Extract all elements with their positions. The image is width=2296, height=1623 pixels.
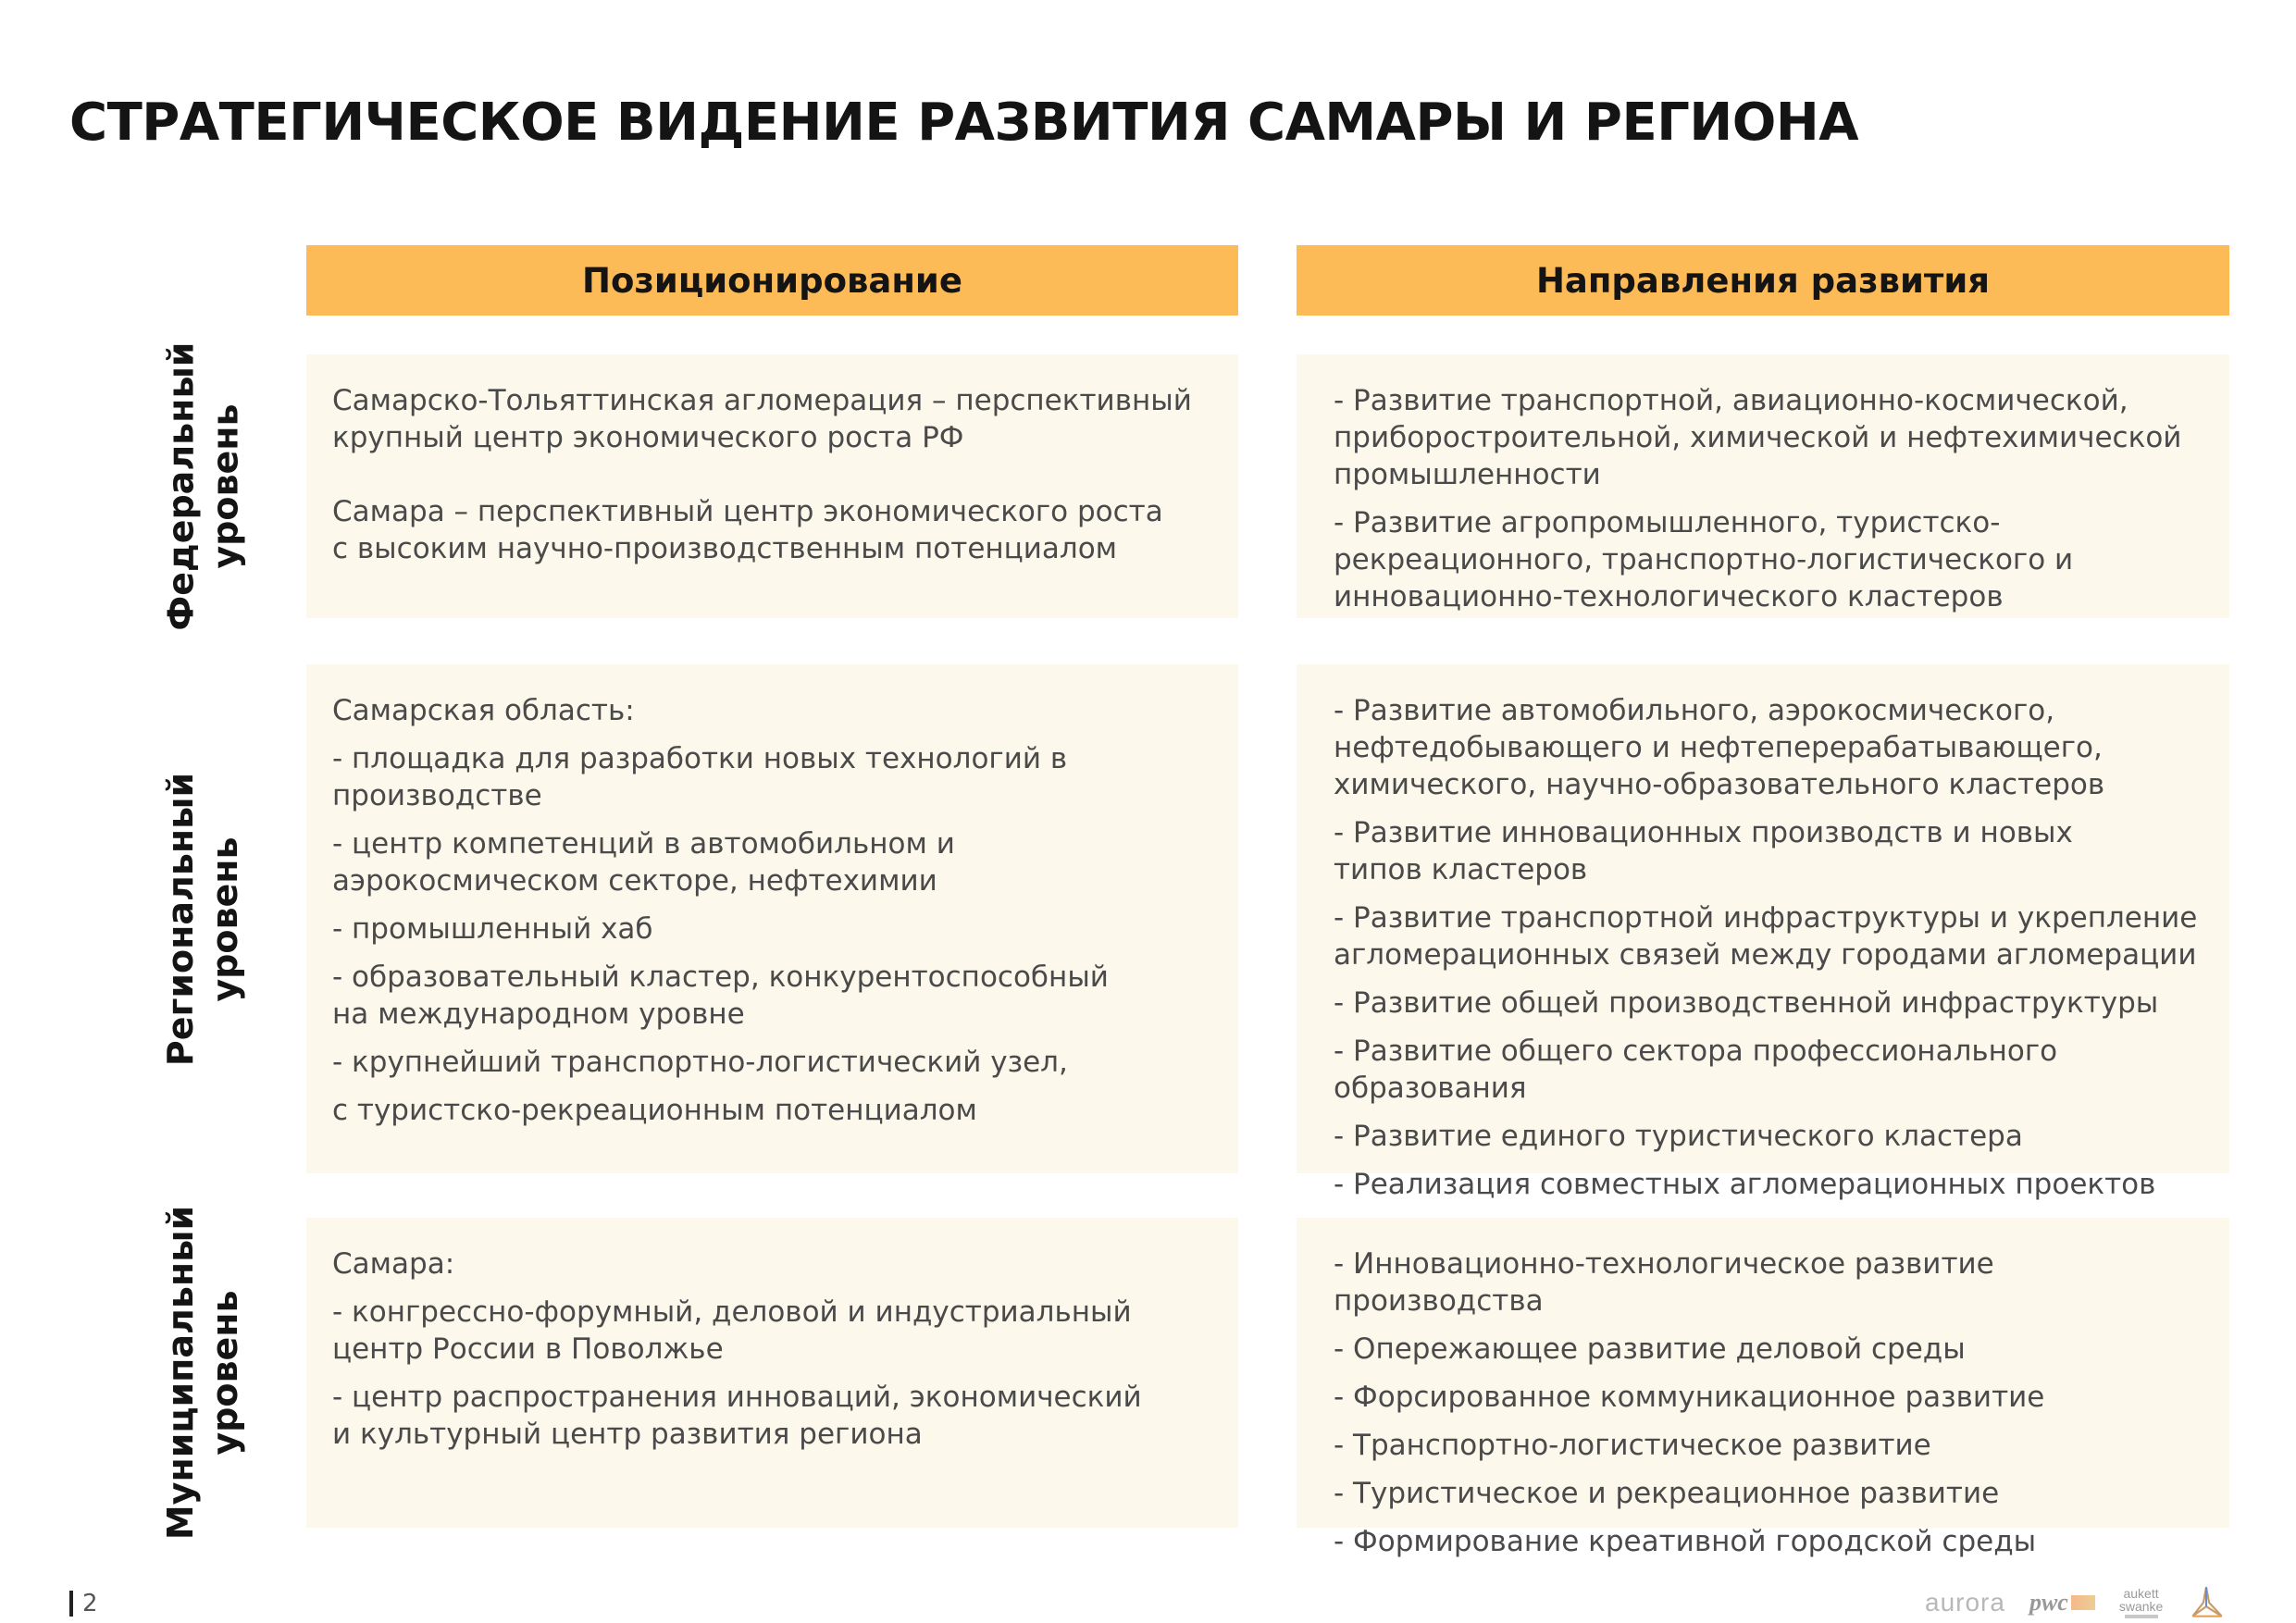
list-item: - Развитие автомобильного, аэрокосмического, нефтедобывающего и нефтеперерабатывающего, химического, научно-образовательного кластеров [1334,694,2105,801]
list-item: - Развитие транспортной инфраструктуры и укрепление агломерационных связей между городами агломерации [1334,901,2198,972]
column-header-positioning: Позиционирование [306,245,1238,316]
list-item: - центр распространения инноваций, экономический [332,1381,1142,1414]
list-item: и культурный центр развития региона [332,1418,923,1451]
aukett-swanke-logo [2119,1587,2163,1618]
column-header-directions: Направления развития [1297,245,2229,316]
list-item: - Развитие агропромышленного, туристско-рекреационного, транспортно-логистического и инновационно-технологического кластеров [1334,506,2074,613]
list-item: - Инновационно-технологическое развитие производства [1334,1247,1994,1318]
row-label-line: Региональный [160,772,202,1066]
page-number-bar [69,1591,73,1617]
list-item: - Транспортно-логистическое развитие [1334,1429,1931,1462]
cell-regional-directions [1297,664,2229,1201]
list-item: - Развитие общего сектора профессионального образования [1334,1035,2058,1105]
row-label-federal [148,341,259,631]
text-line: с высоким научно-производственным потенциалом [332,532,1118,565]
list-item: - Развитие инновационных производств и новых типов кластеров [1334,816,2073,886]
text-line: Самара: [332,1247,455,1281]
cell-municipal-positioning [306,1218,1238,1528]
aurora-logo: aurora [1925,1588,2005,1617]
text-line: Самарско-Тольяттинская агломерация – перспективный [332,384,1192,417]
pwc-logo-text: pwc [2029,1589,2068,1616]
pwc-logo-mark [2071,1595,2095,1610]
list-item: - промышленный хаб [332,912,653,946]
row-label-regional [148,664,259,1173]
list-item: - образовательный кластер, конкурентоспособный [332,960,1109,994]
list-item: - Развитие транспортной, авиационно-космической, приборостроительной, химической и нефтехимической промышленности [1334,384,2182,491]
list-item: - Развитие единого туристического кластера [1334,1120,2023,1153]
page-title: СТРАТЕГИЧЕСКОЕ ВИДЕНИЕ РАЗВИТИЯ САМАРЫ И РЕГИОНА [69,93,1859,153]
list-item: - площадка для разработки новых технологий в производстве [332,742,1068,812]
list-item: - крупнейший транспортно-логистический узел, [332,1046,1068,1079]
text-line: крупный центр экономического роста РФ [332,421,964,454]
list-item: на международном уровне [332,997,745,1031]
list-item: - Развитие общей производственной инфраструктуры [1334,986,2159,1020]
list-item: - Опережающее развитие деловой среды [1334,1332,1966,1366]
cell-municipal-directions [1297,1218,2229,1558]
row-label-line: уровень [205,836,245,1002]
page-number [69,1590,98,1617]
text-line: Самара – перспективный центр экономического роста [332,495,1163,528]
cell-regional-positioning [306,664,1238,1173]
partner-logos [1925,1582,2226,1623]
list-item: - Форсированное коммуникационное развитие [1334,1381,2045,1414]
row-label-line: уровень [205,1290,246,1456]
list-item: с туристско-рекреационным потенциалом [332,1094,977,1127]
list-item: - конгрессно-форумный, деловой и индустриальный центр России в Поволжье [332,1295,1132,1366]
row-label-line: Муниципальный [160,1205,202,1541]
pwc-logo [2029,1589,2095,1617]
aukett-swanke-logo-bottom: swanke [2118,1599,2164,1614]
list-item: - центр компетенций в автомобильном и аэрокосмическом секторе, нефтехимии [332,827,955,898]
list-item: - Формирование креативной городской среды [1334,1525,2037,1558]
list-item: - Туристическое и рекреационное развитие [1334,1477,2000,1510]
list-item: - Реализация совместных агломерационных проектов [1334,1168,2156,1201]
text-line: Самарская область: [332,694,635,727]
aukett-swanke-logo-bar [2125,1615,2158,1618]
row-label-line: уровень [205,403,245,569]
row-label-municipal [148,1205,259,1541]
aukett-swanke-logo-top: aukett [2123,1586,2159,1601]
row-label-line: Федеральный [160,341,202,631]
cell-federal-directions [1297,354,2229,618]
page-number-text: 2 [82,1590,98,1617]
star-logo-icon [2187,1583,2226,1622]
cell-federal-positioning [306,354,1238,618]
